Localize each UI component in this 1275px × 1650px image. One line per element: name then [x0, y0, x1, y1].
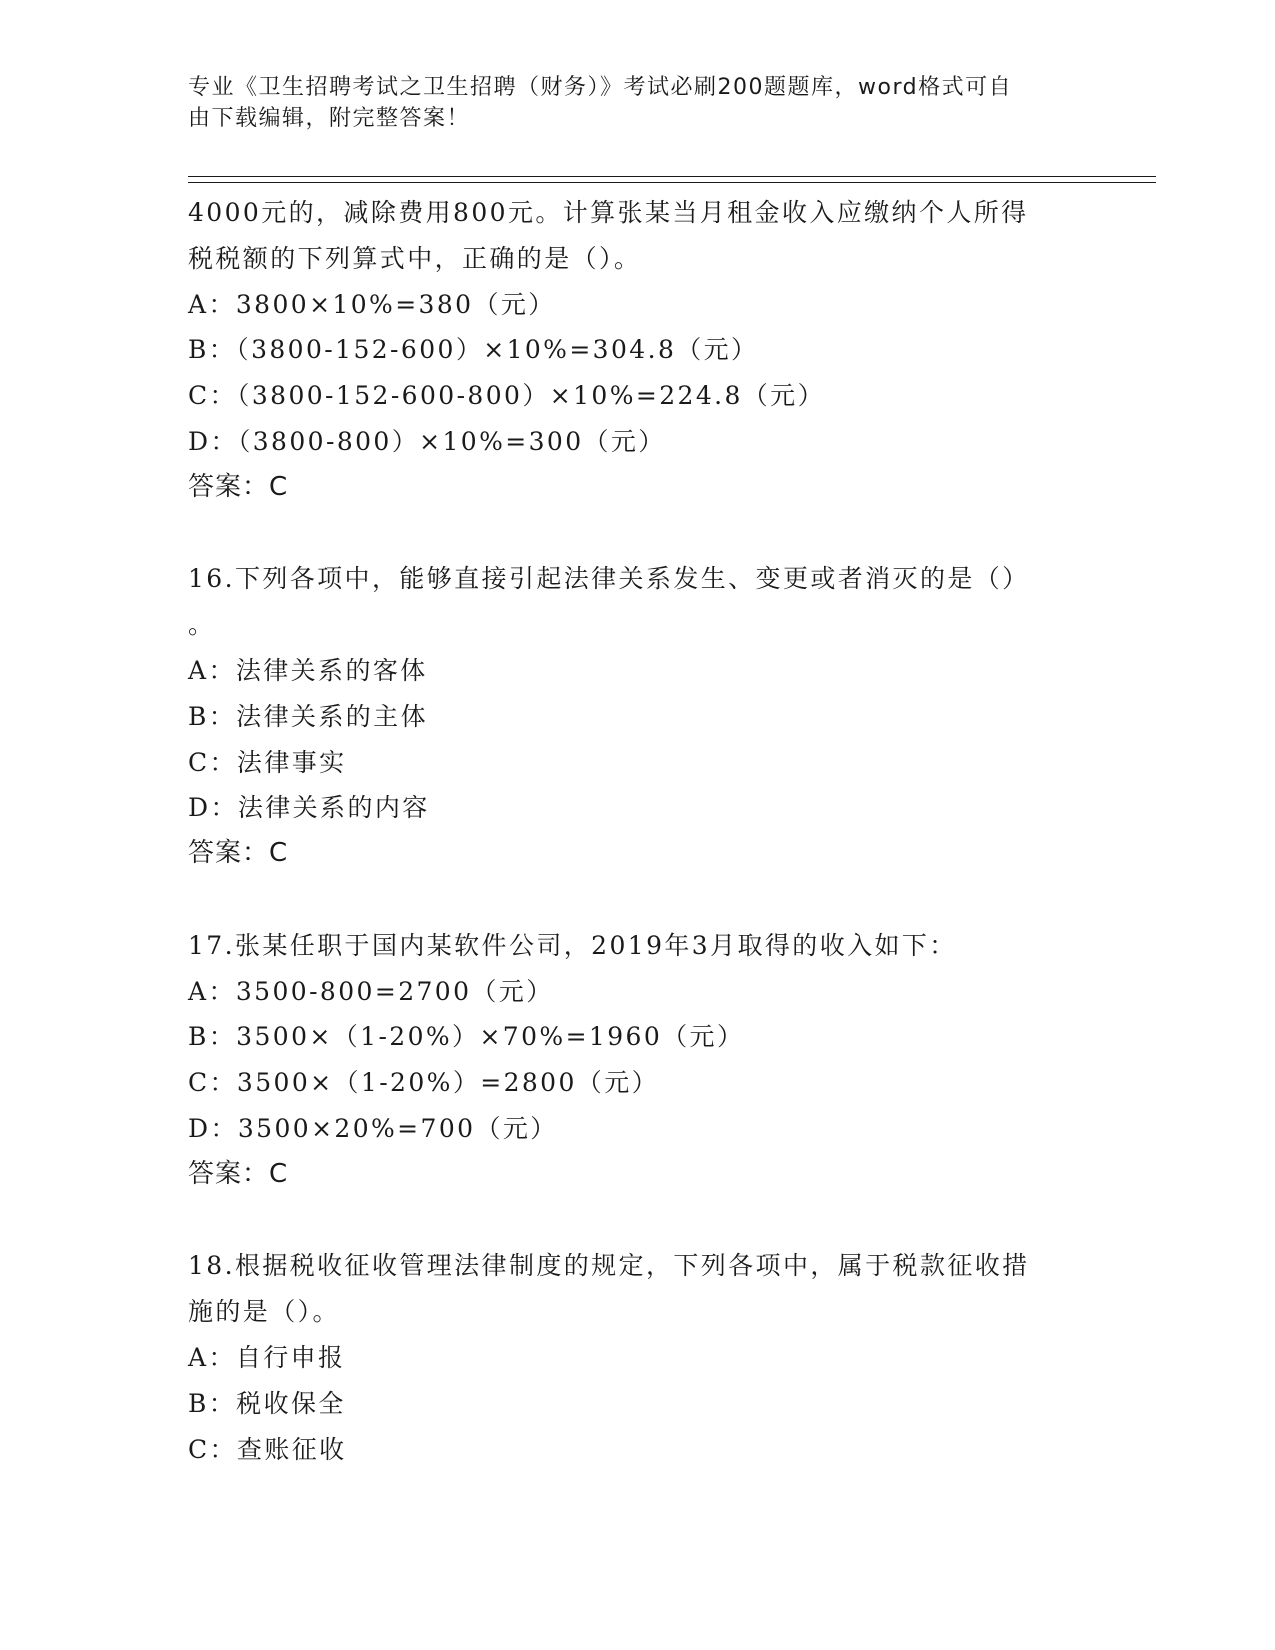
- question-15-option-b: B：（3800-152-600）×10%=304.8（元）: [188, 335, 759, 365]
- question-15-option-a: A：3800×10%=380（元）: [188, 289, 556, 319]
- question-17-stem-line-1: 17.张某任职于国内某软件公司，2019年3月取得的收入如下：: [188, 930, 957, 960]
- header-divider-bottom: [188, 182, 1156, 183]
- question-18-option-c: C：查账征收: [188, 1434, 347, 1464]
- question-18-stem-line-1: 18.根据税收征收管理法律制度的规定，下列各项中，属于税款征收措: [188, 1251, 1030, 1281]
- header-line-1: 专业《卫生招聘考试之卫生招聘（财务）》考试必刷200题题库，word格式可自: [188, 75, 1013, 100]
- question-16-stem-line-1: 16.下列各项中，能够直接引起法律关系发生、变更或者消灭的是（）: [188, 564, 1030, 594]
- question-17-option-c: C：3500×（1-20%）=2800（元）: [188, 1068, 659, 1098]
- question-18-stem-line-2: 施的是（）。: [188, 1297, 340, 1327]
- question-18-option-b: B：税收保全: [188, 1388, 346, 1418]
- question-15-option-c: C：（3800-152-600-800）×10%=224.8（元）: [188, 381, 825, 411]
- question-15-option-d: D：（3800-800）×10%=300（元）: [188, 426, 666, 456]
- question-16: [188, 556, 1088, 877]
- spacer: [188, 1198, 1088, 1244]
- question-16-option-c: C：法律事实: [188, 747, 347, 777]
- spacer: [188, 877, 1088, 923]
- header-line-2: 由下载编辑，附完整答案！: [188, 106, 471, 131]
- question-15: [188, 190, 1088, 511]
- question-16-stem-line-2: 。: [188, 610, 216, 640]
- question-15-stem-line-1: 4000元的，减除费用800元。计算张某当月租金收入应缴纳个人所得: [188, 198, 1029, 227]
- question-18: [188, 1243, 1088, 1472]
- question-list: [188, 190, 1088, 1472]
- question-18-option-a: A：自行申报: [188, 1342, 346, 1372]
- page-header: [188, 72, 1068, 134]
- header-divider-top: [188, 176, 1156, 177]
- question-16-option-d: D：法律关系的内容: [188, 793, 430, 823]
- spacer: [188, 511, 1088, 557]
- question-15-stem-line-2: 税税额的下列算式中，正确的是（）。: [188, 243, 642, 273]
- question-15-answer: 答案：C: [188, 471, 289, 502]
- question-17-option-b: B：3500×（1-20%）×70%=1960（元）: [188, 1022, 745, 1052]
- question-17-answer: 答案：C: [188, 1158, 289, 1189]
- question-16-option-b: B：法律关系的主体: [188, 701, 428, 731]
- question-17-option-d: D：3500×20%=700（元）: [188, 1113, 558, 1143]
- question-17-option-a: A：3500-800=2700（元）: [188, 976, 554, 1006]
- question-17: [188, 923, 1088, 1198]
- question-16-answer: 答案：C: [188, 838, 289, 869]
- question-16-option-a: A：法律关系的客体: [188, 655, 428, 685]
